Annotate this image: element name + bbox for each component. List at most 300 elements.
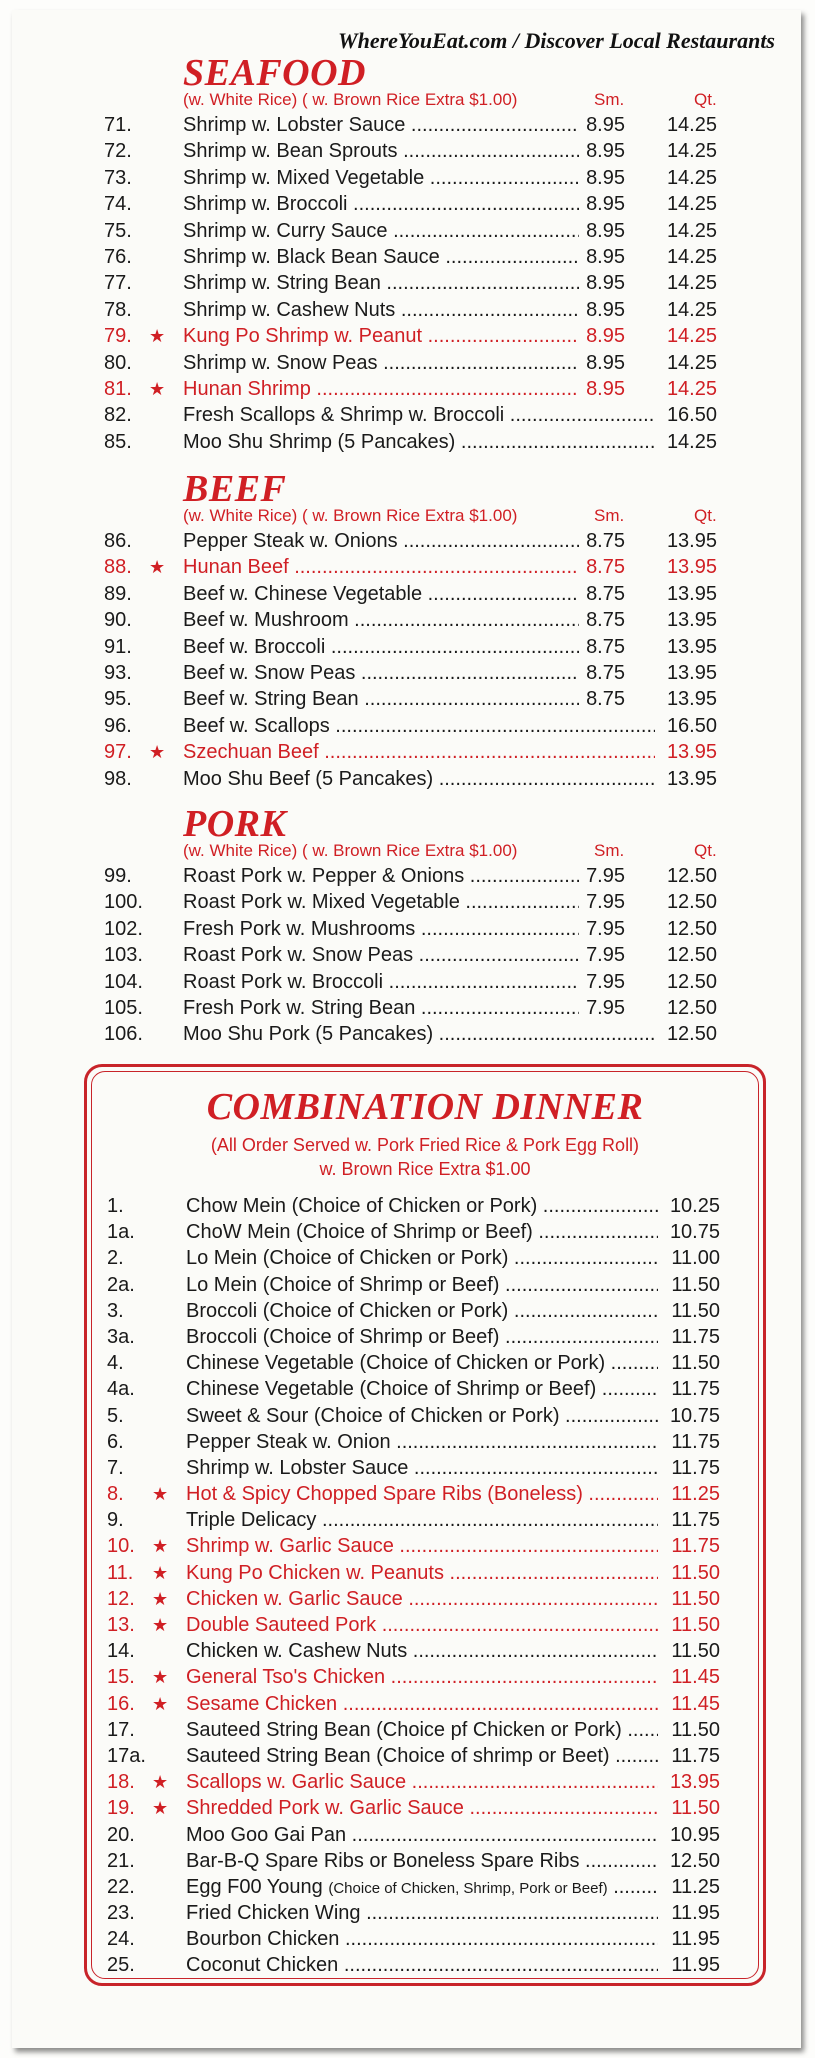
item-number: 4a. <box>107 1378 135 1401</box>
item-price-small: 8.75 <box>586 556 625 579</box>
item-name-text: Egg F00 Young <box>186 1875 323 1898</box>
item-name-text: Pepper Steak w. Onion <box>186 1430 391 1453</box>
item-price-quart: 12.50 <box>666 917 717 940</box>
item-name-text: Hunan Beef <box>183 556 289 579</box>
item-name-text: Chow Mein (Choice of Chicken or Pork) <box>186 1195 538 1217</box>
item-name <box>186 1926 658 1952</box>
item-number: 3a. <box>107 1325 135 1348</box>
item-number: 71. <box>104 114 132 136</box>
item-price-small: 8.75 <box>586 635 625 658</box>
item-name-text: Bar-B-Q Spare Ribs or Boneless Spare Ribs <box>186 1849 580 1872</box>
item-name-text: Broccoli (Choice of Chicken or Pork) <box>186 1299 509 1322</box>
item-name-text: Moo Goo Gai Pan <box>186 1823 347 1846</box>
star-icon: ★ <box>149 742 166 763</box>
menu-item <box>12 297 801 323</box>
item-price-quart: 13.95 <box>666 767 717 790</box>
item-price-small: 8.95 <box>586 351 625 374</box>
menu-item <box>12 323 801 349</box>
item-number: 23. <box>107 1902 135 1925</box>
item-price-quart: 14.25 <box>666 114 717 136</box>
item-number: 1a. <box>107 1221 135 1244</box>
column-header-small: Sm. <box>594 841 625 860</box>
item-number: 6. <box>107 1430 124 1453</box>
item-price: 11.50 <box>671 1614 720 1636</box>
item-name-text: Broccoli (Choice of Shrimp or Beef) <box>186 1325 500 1348</box>
item-name-text: Hot & Spicy Chopped Spare Ribs (Boneless) <box>186 1483 583 1506</box>
item-price-quart: 14.25 <box>666 298 717 321</box>
menu-item <box>15 1376 804 1402</box>
menu-item <box>15 1560 804 1586</box>
menu-item <box>12 766 801 792</box>
item-name <box>186 1795 658 1821</box>
item-name-text: Shrimp w. Mixed Vegetable <box>183 166 425 189</box>
menu-item <box>15 1481 804 1507</box>
item-name-text: Beef w. Snow Peas <box>183 661 356 684</box>
item-price: 10.75 <box>669 1404 720 1427</box>
item-price: 11.25 <box>671 1875 720 1898</box>
star-icon: ★ <box>152 1693 169 1714</box>
star-icon: ★ <box>152 1536 169 1557</box>
item-number: 80. <box>104 351 132 374</box>
item-number: 102. <box>104 917 143 940</box>
item-price-quart: 13.95 <box>666 530 717 552</box>
item-number: 95. <box>104 688 132 711</box>
column-header-quart: Qt. <box>694 90 717 109</box>
item-number: 15. <box>107 1666 135 1689</box>
item-price-small: 8.95 <box>586 219 625 242</box>
item-name-text: Chicken w. Garlic Sauce <box>186 1587 403 1610</box>
star-icon: ★ <box>149 378 166 399</box>
item-name-text: Chicken w. Cashew Nuts <box>186 1640 408 1663</box>
item-name-text: Beef w. Mushroom <box>183 609 349 632</box>
menu-item <box>12 916 801 942</box>
item-number: 16. <box>107 1692 135 1715</box>
item-price-small: 7.95 <box>586 970 625 993</box>
item-name <box>186 1664 658 1690</box>
item-name <box>183 942 579 968</box>
item-name-text: Beef w. Broccoli <box>183 635 326 658</box>
menu-item <box>15 1245 804 1271</box>
item-price: 11.50 <box>671 1640 720 1663</box>
item-price: 11.50 <box>671 1718 720 1741</box>
menu-item <box>15 1298 804 1324</box>
column-header-quart: Qt. <box>694 841 717 860</box>
item-name <box>183 165 579 191</box>
menu-item <box>15 1874 804 1900</box>
item-name-text: Triple Delicacy <box>186 1509 317 1532</box>
item-price-quart: 14.25 <box>666 325 717 348</box>
item-name-text: Shrimp w. Cashew Nuts <box>183 298 396 321</box>
menu-item <box>15 1717 804 1743</box>
star-icon: ★ <box>152 1667 169 1688</box>
menu-item <box>12 554 801 580</box>
menu-item <box>12 244 801 270</box>
item-price-small: 8.75 <box>586 582 625 605</box>
item-price-quart: 14.25 <box>666 377 717 400</box>
item-number: 103. <box>104 944 143 967</box>
item-name-text: Moo Shu Beef (5 Pancakes) <box>183 767 434 790</box>
item-number: 11. <box>107 1561 134 1584</box>
item-price-quart: 13.95 <box>666 661 717 684</box>
item-price: 11.75 <box>671 1325 720 1348</box>
item-price-small: 7.95 <box>586 944 625 967</box>
section-title: PORK <box>183 803 287 845</box>
item-name-text: Beef w. Chinese Vegetable <box>183 582 423 605</box>
item-name-text: Coconut Chicken <box>186 1954 339 1977</box>
item-name <box>183 766 655 792</box>
item-price: 11.75 <box>671 1535 720 1558</box>
item-number: 89. <box>104 582 132 605</box>
item-price: 11.75 <box>671 1456 720 1479</box>
item-price-quart: 12.50 <box>666 944 717 967</box>
item-name <box>183 863 579 889</box>
item-number: 82. <box>104 404 132 427</box>
item-name-text: Moo Shu Pork (5 Pancakes) <box>183 1023 434 1046</box>
item-name-text: Shrimp w. String Bean <box>183 272 381 295</box>
item-price-small: 8.95 <box>586 140 625 163</box>
item-number: 12. <box>107 1587 135 1610</box>
item-number: 96. <box>104 714 132 737</box>
item-name <box>186 1848 658 1874</box>
item-name <box>186 1193 658 1219</box>
item-name <box>186 1403 658 1429</box>
item-price-small: 8.95 <box>586 272 625 295</box>
item-number: 7. <box>107 1456 124 1479</box>
menu-item <box>15 1350 804 1376</box>
item-name-text: Chinese Vegetable (Choice of Shrimp or Beef) <box>186 1378 597 1401</box>
menu-item <box>15 1926 804 1952</box>
item-name-text: Shrimp w. Lobster Sauce <box>183 114 406 136</box>
menu-item <box>12 942 801 968</box>
menu-item <box>12 581 801 607</box>
menu-item <box>12 112 801 138</box>
item-name <box>186 1874 658 1902</box>
item-number: 88. <box>104 556 132 579</box>
item-name-text: Beef w. Scallops <box>183 714 330 737</box>
item-price-small: 8.75 <box>586 661 625 684</box>
item-name <box>186 1612 658 1638</box>
item-number: 100. <box>104 891 143 914</box>
item-number: 72. <box>104 140 132 163</box>
item-name-text: Pepper Steak w. Onions <box>183 530 398 552</box>
item-name <box>183 889 579 915</box>
item-price-small: 8.75 <box>586 530 625 552</box>
item-name <box>186 1455 658 1481</box>
menu-item <box>15 1743 804 1769</box>
item-name-text: Shredded Pork w. Garlic Sauce <box>186 1797 464 1820</box>
site-header: WhereYouEat.com / Discover Local Restaurants <box>338 28 775 53</box>
star-icon: ★ <box>152 1484 169 1505</box>
item-name-text: Roast Pork w. Broccoli <box>183 970 384 993</box>
item-price: 11.50 <box>671 1797 720 1820</box>
item-number: 98. <box>104 767 132 790</box>
item-number: 78. <box>104 298 132 321</box>
item-name <box>183 969 579 995</box>
item-number: 90. <box>104 609 132 632</box>
item-name <box>183 218 579 244</box>
item-name <box>183 686 579 712</box>
item-price-quart: 13.95 <box>666 609 717 632</box>
item-name-text: Fresh Pork w. Mushrooms <box>183 917 416 940</box>
item-price: 11.75 <box>671 1430 720 1453</box>
menu-item <box>15 1193 804 1219</box>
item-number: 77. <box>104 272 132 295</box>
menu-item <box>12 634 801 660</box>
item-price-small: 8.95 <box>586 114 625 136</box>
item-number: 9. <box>107 1509 124 1532</box>
item-price: 11.50 <box>671 1561 720 1584</box>
item-name <box>183 112 579 138</box>
item-name-text: Shrimp w. Curry Sauce <box>183 219 388 242</box>
item-number: 1. <box>107 1195 124 1217</box>
item-list <box>12 528 801 792</box>
item-number: 99. <box>104 865 132 887</box>
item-price: 11.95 <box>671 1954 720 1977</box>
item-number: 2a. <box>107 1273 135 1296</box>
item-name <box>183 995 579 1021</box>
item-price-quart: 13.95 <box>666 741 717 764</box>
menu-item <box>15 1429 804 1455</box>
star-icon: ★ <box>152 1772 169 1793</box>
item-name-text: Szechuan Beef <box>183 741 319 764</box>
menu-item <box>12 660 801 686</box>
menu-item <box>15 1691 804 1717</box>
menu-item <box>15 1769 804 1795</box>
star-icon: ★ <box>149 557 166 578</box>
section-title: SEAFOOD <box>183 52 366 94</box>
item-name <box>186 1481 658 1507</box>
item-price-quart: 12.50 <box>666 1023 717 1046</box>
menu-item <box>15 1507 804 1533</box>
item-name-text: Chinese Vegetable (Choice of Chicken or Pork) <box>186 1352 606 1375</box>
item-name-text: Sesame Chicken <box>186 1692 338 1715</box>
item-name <box>183 607 579 633</box>
item-price-small: 8.75 <box>586 609 625 632</box>
menu-item <box>12 350 801 376</box>
star-icon: ★ <box>152 1588 169 1609</box>
menu-item <box>12 713 801 739</box>
item-name <box>186 1900 658 1926</box>
item-name <box>183 270 579 296</box>
item-number: 17a. <box>107 1744 146 1767</box>
item-price-quart: 14.25 <box>666 272 717 295</box>
item-price-quart: 13.95 <box>666 556 717 579</box>
item-price-small: 7.95 <box>586 996 625 1019</box>
menu-item <box>12 686 801 712</box>
combo-note: (All Order Served w. Pork Fried Rice & Pork Egg Roll) <box>210 1135 640 1155</box>
item-number: 18. <box>107 1771 135 1794</box>
item-name <box>186 1350 658 1376</box>
item-price-quart: 12.50 <box>666 865 717 887</box>
item-name-text: Shrimp w. Bean Sprouts <box>183 140 398 163</box>
menu-item <box>12 191 801 217</box>
item-name <box>183 916 579 942</box>
menu-item <box>12 429 801 455</box>
item-name-text: Shrimp w. Broccoli <box>183 193 348 216</box>
item-number: 20. <box>107 1823 135 1846</box>
item-price: 11.50 <box>671 1299 720 1322</box>
item-name-text: Shrimp w. Snow Peas <box>183 351 378 374</box>
menu-item <box>12 218 801 244</box>
item-number: 19. <box>107 1797 135 1820</box>
item-number: 81. <box>104 377 132 400</box>
menu-item <box>15 1638 804 1664</box>
item-list <box>12 112 801 455</box>
menu-item <box>12 607 801 633</box>
menu-item <box>12 376 801 402</box>
menu-item <box>15 1455 804 1481</box>
item-number: 86. <box>104 530 132 552</box>
star-icon: ★ <box>149 326 166 347</box>
item-name <box>183 634 579 660</box>
item-price: 11.75 <box>671 1744 720 1767</box>
item-number: 85. <box>104 430 132 453</box>
item-price: 11.45 <box>671 1692 720 1715</box>
item-price-quart: 16.50 <box>666 404 717 427</box>
item-name <box>186 1376 658 1402</box>
item-name <box>186 1429 658 1455</box>
item-price-small: 7.95 <box>586 865 625 887</box>
item-name <box>183 402 655 428</box>
item-name-text: General Tso's Chicken <box>186 1666 386 1689</box>
item-number: 24. <box>107 1928 135 1951</box>
item-price: 11.25 <box>671 1483 720 1506</box>
menu-item <box>15 1533 804 1559</box>
menu-item <box>15 1219 804 1245</box>
item-number: 2. <box>107 1247 124 1270</box>
item-name-text: Sauteed String Bean (Choice of shrimp or Beet) <box>186 1744 610 1767</box>
item-name <box>183 554 579 580</box>
item-price: 10.25 <box>669 1195 720 1217</box>
item-name <box>183 581 579 607</box>
item-name <box>186 1560 658 1586</box>
item-name-text: Shrimp w. Lobster Sauce <box>186 1456 409 1479</box>
menu-item <box>15 1664 804 1690</box>
item-name <box>186 1717 658 1743</box>
item-price-quart: 13.95 <box>666 635 717 658</box>
menu-item <box>12 739 801 765</box>
menu-item <box>15 1612 804 1638</box>
item-name-text: ChoW Mein (Choice of Shrimp or Beef) <box>186 1221 533 1244</box>
item-number: 105. <box>104 996 143 1019</box>
item-number: 25. <box>107 1954 135 1977</box>
item-price-quart: 12.50 <box>666 970 717 993</box>
item-number: 106. <box>104 1023 143 1046</box>
section-combination-dinner <box>84 1064 766 1986</box>
item-name <box>183 191 579 217</box>
item-name <box>183 350 579 376</box>
item-name <box>186 1272 658 1298</box>
item-name-text: Moo Shu Shrimp (5 Pancakes) <box>183 430 456 453</box>
item-name-text: Roast Pork w. Snow Peas <box>183 944 414 967</box>
item-name-text: Scallops w. Garlic Sauce <box>186 1771 407 1794</box>
item-price-quart: 14.25 <box>666 219 717 242</box>
item-list <box>15 1193 804 1979</box>
item-price-small: 8.95 <box>586 298 625 321</box>
item-name <box>183 660 579 686</box>
item-price: 11.75 <box>671 1378 720 1401</box>
item-price-small: 8.75 <box>586 688 625 711</box>
item-name <box>183 528 579 554</box>
item-name <box>183 323 579 349</box>
item-number: 93. <box>104 661 132 684</box>
item-price-small: 8.95 <box>586 166 625 189</box>
item-price-quart: 14.25 <box>666 140 717 163</box>
item-number: 5. <box>107 1404 124 1427</box>
item-price-quart: 13.95 <box>666 688 717 711</box>
combo-brown-rice-note: w. Brown Rice Extra $1.00 <box>319 1159 531 1179</box>
item-price: 10.75 <box>669 1221 720 1244</box>
item-number: 79. <box>104 325 132 348</box>
section-subtitle: (w. White Rice) ( w. Brown Rice Extra $1.00) <box>183 506 518 525</box>
item-list <box>12 863 801 1048</box>
item-name <box>183 244 579 270</box>
item-number: 4. <box>107 1352 124 1375</box>
item-number: 8. <box>107 1483 124 1506</box>
item-name-text: Kung Po Shrimp w. Peanut <box>183 325 423 348</box>
item-name-text: Sauteed String Bean (Choice pf Chicken or Pork) <box>186 1718 622 1741</box>
item-name-text: Beef w. String Bean <box>183 688 359 711</box>
menu-item <box>12 138 801 164</box>
item-price: 11.95 <box>671 1902 720 1925</box>
item-name-text: Fresh Pork w. String Bean <box>183 996 416 1019</box>
item-price-small: 8.95 <box>586 377 625 400</box>
item-name <box>186 1769 658 1795</box>
item-price: 11.75 <box>671 1509 720 1532</box>
section-subtitle: (w. White Rice) ( w. Brown Rice Extra $1.00) <box>183 841 518 860</box>
menu-item <box>15 1900 804 1926</box>
item-price-quart: 14.25 <box>666 245 717 268</box>
section-title: COMBINATION DINNER <box>206 1086 644 1128</box>
star-icon: ★ <box>152 1562 169 1583</box>
item-name <box>186 1507 658 1533</box>
item-name-text: Roast Pork w. Mixed Vegetable <box>183 891 460 914</box>
item-name <box>183 429 655 455</box>
item-name-text: Lo Mein (Choice of Shrimp or Beef) <box>186 1273 500 1296</box>
item-number: 97. <box>104 741 132 764</box>
item-number: 76. <box>104 245 132 268</box>
item-name-text: Kung Po Chicken w. Peanuts <box>186 1561 444 1584</box>
item-price-quart: 16.50 <box>666 714 717 737</box>
item-price: 12.50 <box>669 1849 720 1872</box>
item-number: 104. <box>104 970 143 993</box>
menu-item <box>15 1272 804 1298</box>
item-name-text: Lo Mein (Choice of Chicken or Pork) <box>186 1247 509 1270</box>
item-price-quart: 14.25 <box>666 166 717 189</box>
menu-item <box>12 863 801 889</box>
section-subtitle: (w. White Rice) ( w. Brown Rice Extra $1.00) <box>183 90 518 109</box>
menu-item <box>12 270 801 296</box>
menu-item <box>15 1822 804 1848</box>
star-icon: ★ <box>152 1798 169 1819</box>
item-number: 13. <box>107 1614 135 1636</box>
item-name <box>186 1219 658 1245</box>
menu-item <box>15 1324 804 1350</box>
item-name-text: Shrimp w. Black Bean Sauce <box>183 245 440 268</box>
item-price: 11.00 <box>671 1247 720 1270</box>
item-name-text: Hunan Shrimp <box>183 377 311 400</box>
item-name <box>183 1021 655 1047</box>
item-number: 91. <box>104 635 132 658</box>
item-price-quart: 14.25 <box>666 351 717 374</box>
item-price-small: 8.95 <box>586 245 625 268</box>
item-price-quart: 12.50 <box>666 891 717 914</box>
item-name-detail: (Choice of Chicken, Shrimp, Pork or Beef) <box>328 1879 608 1897</box>
menu-item <box>12 969 801 995</box>
item-name <box>186 1638 658 1664</box>
item-price-quart: 14.25 <box>666 193 717 216</box>
item-name <box>186 1533 658 1559</box>
